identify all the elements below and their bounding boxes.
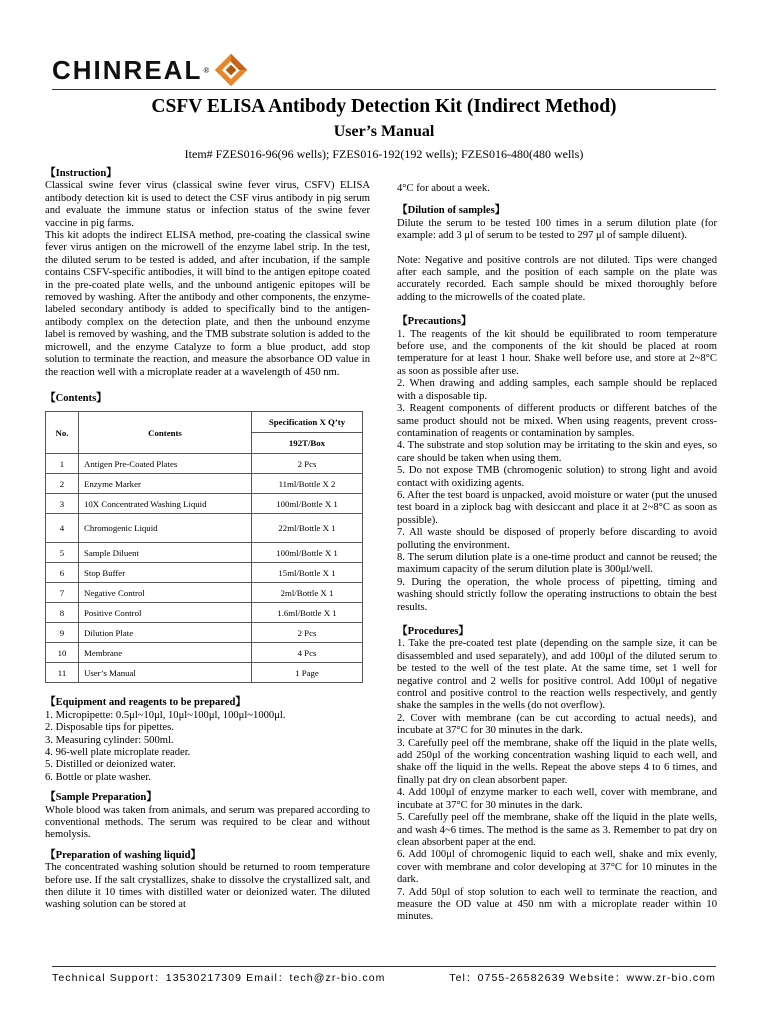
table-row (46, 474, 363, 494)
row-no: 7 (46, 583, 79, 603)
instruction-heading: 【Instruction】 (45, 168, 117, 179)
brand-name: CHINREAL (52, 54, 203, 85)
row-name: Sample Diluent (79, 543, 252, 563)
table-row (46, 663, 363, 683)
row-spec: 1 Page (252, 663, 363, 683)
instruction-paragraph-2: This kit adopts the indirect ELISA method, pre-coating the classical swine fever virus antigen on the microwell of the enzyme label strip. In the test, the diluted serum to be tested is added, and after incubation, if the sample contains CSFV-specific antibodies, it will bind to the antigen epitope coated in the pre-coated plate wells, and the unbound antigenic epitopes will be removed by washing. After the antibody and other components, the enzyme-labeled secondary antibody is added to specifically bind to the antigen-antibody complex on the detection plate, and then the unbound enzyme label is removed by washing, and the TMB substrate solution is added to the microwell, and the enzyme Catalyze to form a blue product, add stop solution to terminate the reaction, and measure the absorbance OD value in the reaction well with a microplate reader at a wavelength of 450 nm. (45, 230, 370, 378)
washing-text-continued: 4°C for about a week. (397, 183, 490, 194)
row-spec: 100ml/Bottle X 1 (252, 543, 363, 563)
table-row (46, 454, 363, 474)
precaution-item: 3. Reagent components of different products or different batches of the same product should not be mixed. When using reagents, prevent cross-contamination of reagents or contamination by samples. (397, 403, 717, 439)
row-no: 8 (46, 603, 79, 623)
dilution-heading: 【Dilution of samples】 (397, 205, 506, 217)
row-no: 1 (46, 454, 79, 474)
procedure-item: 4. Add 100μl of enzyme marker to each well, cover with membrane, and incubate at 37°C for 30 minutes in the dark. (397, 787, 717, 811)
row-spec: 4 Pcs (252, 643, 363, 663)
row-spec: 1.6ml/Bottle X 1 (252, 603, 363, 623)
footer-support: Technical Support：13530217309 Email：tech@zr-bio.com (52, 972, 386, 984)
precaution-item: 8. The serum dilution plate is a one-time product and cannot be reused; the maximum capacity of the serum dilution plate is 300μl/well. (397, 551, 717, 576)
procedure-item: 5. Carefully peel off the membrane, shake off the liquid in the plate wells, and wash 4~6 times. The method is the same as 3. Remember to pat dry on clean absorbent paper at the end. (397, 812, 717, 848)
table-row (46, 603, 363, 623)
row-name: User’s Manual (79, 663, 252, 683)
precaution-item: 2. When drawing and adding samples, each sample should be replaced with a disposable tip. (397, 378, 717, 402)
table-row (46, 643, 363, 663)
row-spec: 2 Pcs (252, 454, 363, 474)
row-spec: 2 Pcs (252, 623, 363, 643)
row-no: 2 (46, 474, 79, 494)
precautions-heading: 【Precautions】 (397, 316, 472, 328)
brand-mark-icon (213, 52, 249, 88)
row-no: 3 (46, 494, 79, 514)
row-name: Chromogenic Liquid (79, 514, 252, 543)
procedure-item: 3. Carefully peel off the membrane, shake off the liquid in the plate wells, add 250μl of the working concentration washing liquid to each well, and shake off the liquid in the wells. Repeat the above steps 4 to 6 times, and finally pat dry on clean absorbent paper. (397, 737, 717, 786)
dilution-note: Note: Negative and positive controls are not diluted. Tips were changed after each sample, and the position of each sample on the plate was accurately recorded. Each sample should be mixed thoroughly before adding to the microwells of the coated plate. (397, 254, 717, 303)
row-name: Membrane (79, 643, 252, 663)
table-row (46, 623, 363, 643)
item-numbers: Item# FZES016-96(96 wells); FZES016-192(192 wells); FZES016-480(480 wells) (184, 147, 584, 161)
row-name: Negative Control (79, 583, 252, 603)
table-row (46, 514, 363, 543)
procedure-item: 7. Add 50μl of stop solution to each well to terminate the reaction, and measure the OD value at 450 nm with a microplate reader within 10 minutes. (397, 886, 717, 923)
row-no: 5 (46, 543, 79, 563)
page-subtitle: User’s Manual (333, 123, 435, 140)
row-name: Positive Control (79, 603, 252, 623)
footer (52, 970, 716, 985)
brand-logo (52, 50, 249, 90)
procedure-item: 1. Take the pre-coated test plate (depending on the sample size, it can be disassembled and used separately), and add 100μl of the diluted serum to be tested to the well of the test plate. At the same time, set 1 well for negative control and 2 wells for positive control. Add 100μl of negative control and positive control to the reaction wells respectively, and gently shake the samples in the wells (do not overflow). (397, 638, 717, 712)
footer-rule (52, 966, 716, 967)
precaution-item: 5. Do not expose TMB (chromogenic solution) to strong light and avoid contact with oxidizing agents. (397, 465, 717, 489)
precaution-item: 6. After the test board is unpacked, avoid moisture or water (put the unused test board in a ziplock bag with desiccant and place it at 2~8°C as soon as possible). (397, 489, 717, 526)
col-spec-header: Specification X Q’ty (252, 412, 363, 433)
right-column (397, 183, 717, 924)
col-contents-header: Contents (79, 412, 252, 454)
dilution-paragraph-1: Dilute the serum to be tested 100 times in a serum dilution plate (for example: add 3 μl of serum to be tested to 297 μl of sample diluent). (397, 217, 717, 242)
equipment-heading: 【Equipment and reagents to be prepared】 (45, 697, 247, 709)
table-row (46, 563, 363, 583)
row-no: 4 (46, 514, 79, 543)
equipment-item: 5. Distilled or deionized water. (45, 759, 176, 771)
row-spec: 22ml/Bottle X 1 (252, 514, 363, 543)
equipment-item: 3. Measuring cylinder: 500ml. (45, 734, 174, 746)
contents-heading: 【Contents】 (45, 392, 107, 404)
row-name: Dilution Plate (79, 623, 252, 643)
registered-mark: ® (203, 65, 210, 75)
precaution-item: 9. During the operation, the whole process of pipetting, timing and washing should strictly follow the operating instructions to obtain the best results. (397, 576, 717, 613)
row-no: 9 (46, 623, 79, 643)
row-spec: 100ml/Bottle X 1 (252, 494, 363, 514)
contents-table (45, 411, 363, 683)
table-header-row (46, 412, 363, 433)
row-name: 10X Concentrated Washing Liquid (79, 494, 252, 514)
table-row (46, 543, 363, 563)
row-spec: 2ml/Bottle X 1 (252, 583, 363, 603)
precaution-item: 7. All waste should be disposed of properly before discarding to avoid polluting the environment. (397, 527, 717, 551)
equipment-item: 2. Disposable tips for pipettes. (45, 722, 174, 734)
sample-prep-heading: 【Sample Preparation】 (45, 792, 157, 804)
precaution-item: 4. The substrate and stop solution may be irritating to the skin and eyes, so care should be taken when using them. (397, 440, 717, 464)
washing-text: The concentrated washing solution should be returned to room temperature before use. If the salt crystallizes, shake to dissolve the crystallized salt, and then dilute it 10 times with distilled water or deionized water. The diluted washing solution can be stored at (45, 862, 370, 911)
instruction-paragraph-1: Classical swine fever virus (classical swine fever virus, CSFV) ELISA antibody detection kit is used to detect the CSF virus antibody in pig serum and evaluate the immune status or infection status of the swine fever vaccine in pig farms. (45, 180, 370, 229)
procedure-item: 2. Cover with membrane (can be cut according to actual needs), and incubate at 37°C for 30 minutes in the dark. (397, 712, 717, 737)
row-no: 10 (46, 643, 79, 663)
equipment-item: 6. Bottle or plate washer. (45, 771, 151, 783)
row-name: Enzyme Marker (79, 474, 252, 494)
row-name: Antigen Pre-Coated Plates (79, 454, 252, 474)
procedures-heading: 【Procedures】 (397, 626, 469, 637)
header-rule (52, 89, 716, 90)
row-spec: 15ml/Bottle X 1 (252, 563, 363, 583)
equipment-item: 4. 96-well plate microplate reader. (45, 746, 191, 758)
page-title: CSFV ELISA Antibody Detection Kit (Indirect Method) (151, 96, 617, 117)
row-spec: 11ml/Bottle X 2 (252, 474, 363, 494)
col-spec-subheader: 192T/Box (252, 433, 363, 454)
row-no: 6 (46, 563, 79, 583)
col-no-header: No. (46, 412, 79, 454)
precaution-item: 1. The reagents of the kit should be equilibrated to room temperature before use, and the components of the kit should be placed at room temperature for at least 1 hour. Shake well before use, and store at 2~8°C as soon as possible after use. (397, 328, 717, 377)
table-row (46, 494, 363, 514)
left-column (45, 168, 370, 912)
procedure-item: 6. Add 100μl of chromogenic liquid to each well, shake and mix evenly, cover with membrane and color developing at 37°C for 10 minutes in the dark. (397, 849, 717, 886)
equipment-item: 1. Micropipette: 0.5μl~10μl, 10μl~100μl, 100μl~1000μl. (45, 709, 286, 721)
row-no: 11 (46, 663, 79, 683)
footer-contact: Tel：0755-26582639 Website：www.zr-bio.com (449, 972, 716, 984)
sample-prep-text: Whole blood was taken from animals, and serum was prepared according to conventional methods. The serum was required to be clear and without hemolysis. (45, 804, 370, 841)
washing-heading: 【Preparation of washing liquid】 (45, 849, 202, 861)
row-name: Stop Buffer (79, 563, 252, 583)
table-row (46, 583, 363, 603)
